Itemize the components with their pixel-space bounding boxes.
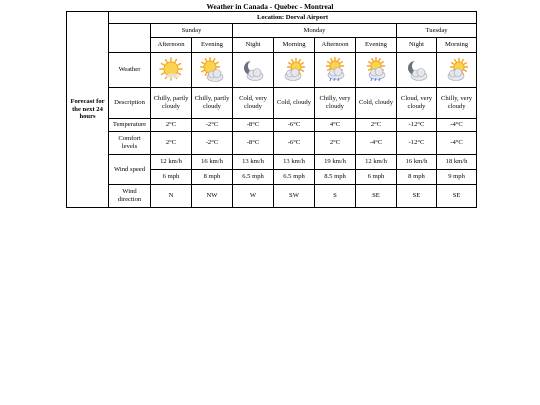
wind-mph-cell: 8.5 mph [315, 170, 356, 185]
sun-cloud-rain-icon [357, 57, 395, 83]
wind-direction-cell: N [151, 185, 192, 208]
location-label: Location: Dorval Airport [109, 12, 477, 24]
weather-icon-cell [274, 53, 315, 88]
weather-icon-cell [315, 53, 356, 88]
comfort-cell: -4°C [356, 132, 397, 155]
temperature-cell: 2°C [356, 119, 397, 132]
comfort-cell: -8°C [233, 132, 274, 155]
wind-direction-cell: W [233, 185, 274, 208]
wind-kmh-cell: 13 km/h [233, 155, 274, 170]
wind-mph-cell: 6 mph [356, 170, 397, 185]
row-label-comfort: Comfort levels [109, 132, 151, 155]
temperature-cell: -12°C [397, 119, 437, 132]
wind-mph-cell: 8 mph [397, 170, 437, 185]
weather-icon-cell [437, 53, 477, 88]
weather-icon-cell [233, 53, 274, 88]
weather-icon-cell [356, 53, 397, 88]
comfort-cell: -6°C [274, 132, 315, 155]
description-cell: Chilly, very cloudy [315, 88, 356, 119]
wind-kmh-cell: 13 km/h [274, 155, 315, 170]
comfort-cell: -12°C [397, 132, 437, 155]
wind-kmh-cell: 12 km/h [356, 155, 397, 170]
row-label-description: Description [109, 88, 151, 119]
period-header: Evening [192, 38, 233, 53]
wind-mph-cell: 6.5 mph [233, 170, 274, 185]
weather-icon-cell [397, 53, 437, 88]
wind-direction-cell: SE [437, 185, 477, 208]
wind-mph-cell: 9 mph [437, 170, 477, 185]
period-header: Morning [437, 38, 477, 53]
description-cell: Cold, very cloudy [233, 88, 274, 119]
corner-cell [109, 24, 151, 53]
period-header: Afternoon [151, 38, 192, 53]
temperature-cell: -6°C [274, 119, 315, 132]
sun-behind-cloud-icon [275, 57, 313, 83]
period-header: Night [233, 38, 274, 53]
row-label-weather: Weather [109, 53, 151, 88]
comfort-cell: 2°C [315, 132, 356, 155]
wind-kmh-cell: 16 km/h [192, 155, 233, 170]
sun-partly-cloudy-icon [152, 57, 190, 83]
temperature-cell: -4°C [437, 119, 477, 132]
description-cell: Chilly, very cloudy [437, 88, 477, 119]
wind-mph-cell: 6.5 mph [274, 170, 315, 185]
description-cell: Cold, cloudy [356, 88, 397, 119]
wind-direction-cell: NW [192, 185, 233, 208]
sun-behind-cloud-icon [438, 57, 475, 83]
period-header: Morning [274, 38, 315, 53]
wind-kmh-cell: 12 km/h [151, 155, 192, 170]
description-cell: Cold, cloudy [274, 88, 315, 119]
wind-mph-cell: 6 mph [151, 170, 192, 185]
forecast-side-label: Forecast for the next 24 hours [67, 12, 109, 208]
description-cell: Chilly, partly cloudy [192, 88, 233, 119]
period-header: Night [397, 38, 437, 53]
wind-direction-cell: SE [397, 185, 437, 208]
wind-direction-cell: S [315, 185, 356, 208]
comfort-cell: 2°C [151, 132, 192, 155]
weather-table [66, 11, 477, 208]
comfort-cell: -4°C [437, 132, 477, 155]
row-label-wind-speed: Wind speed [109, 155, 151, 185]
page-title: Weather in Canada - Quebec - Montreal [206, 2, 334, 11]
sun-cloud-icon [193, 57, 231, 83]
wind-kmh-cell: 16 km/h [397, 155, 437, 170]
wind-mph-cell: 8 mph [192, 170, 233, 185]
period-header: Afternoon [315, 38, 356, 53]
temperature-cell: 4°C [315, 119, 356, 132]
day-header-sunday: Sunday [151, 24, 233, 38]
wind-kmh-cell: 18 km/h [437, 155, 477, 170]
day-header-monday: Monday [233, 24, 397, 38]
wind-kmh-cell: 19 km/h [315, 155, 356, 170]
wind-direction-cell: SE [356, 185, 397, 208]
row-label-temperature: Temperature [109, 119, 151, 132]
sun-cloud-rain-icon [316, 57, 354, 83]
comfort-cell: -2°C [192, 132, 233, 155]
temperature-cell: -8°C [233, 119, 274, 132]
period-header: Evening [356, 38, 397, 53]
moon-cloud-icon [398, 57, 435, 83]
description-cell: Chilly, partly cloudy [151, 88, 192, 119]
wind-direction-cell: SW [274, 185, 315, 208]
temperature-cell: 2°C [151, 119, 192, 132]
weather-icon-cell [151, 53, 192, 88]
moon-cloud-icon [234, 57, 272, 83]
description-cell: Cloud, very cloudy [397, 88, 437, 119]
row-label-wind-direction: Wind direction [109, 185, 151, 208]
weather-icon-cell [192, 53, 233, 88]
temperature-cell: -2°C [192, 119, 233, 132]
day-header-tuesday: Tuesday [397, 24, 477, 38]
